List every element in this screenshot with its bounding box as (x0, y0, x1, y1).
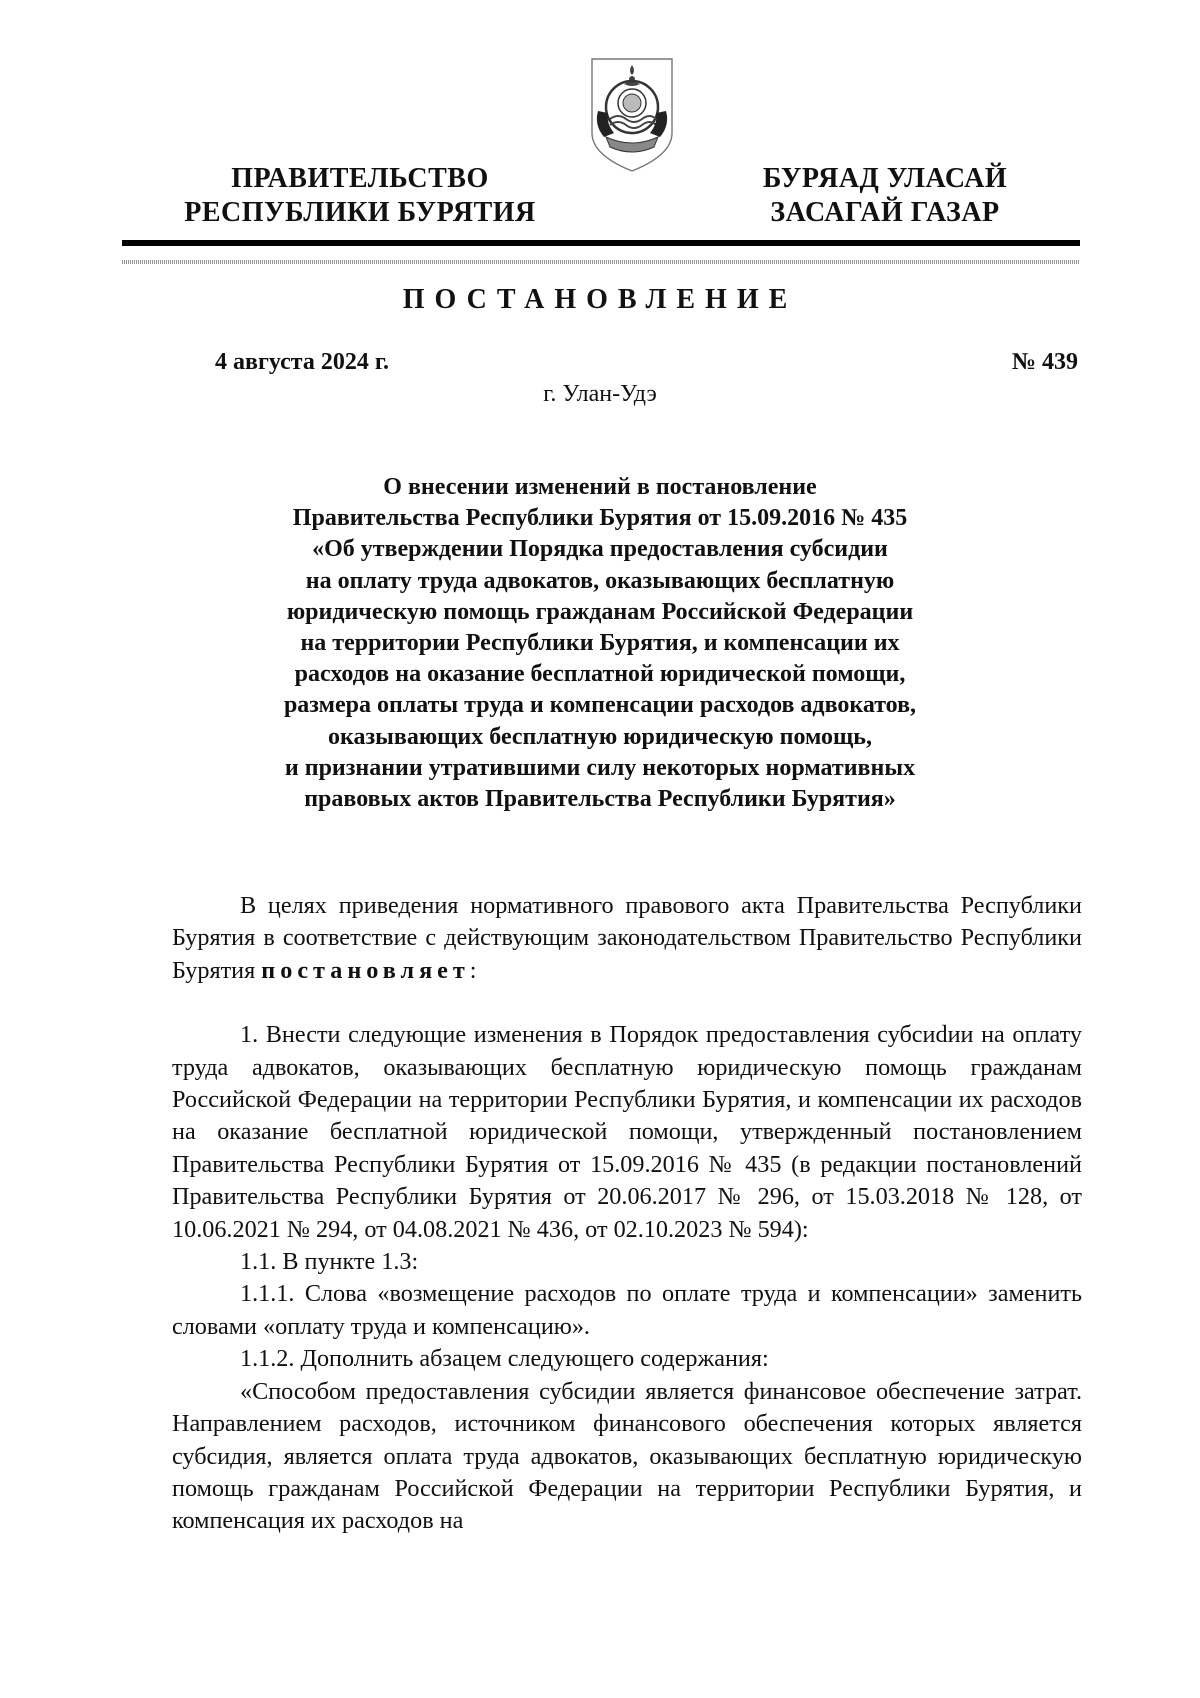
body-paragraph: «Способом предоставления субсидии является финансовое обеспечение затрат. Направлением расходов, источником финансового обеспечения которых является субсидия, является оплата труда адвокатов, оказывающих бесплатную юридическую помощь гражданам Российской Федерации на территории Республики Бурятия, и компенсация их расходов на (172, 1377, 1082, 1535)
body-paragraph: 1. Внести следующие изменения в Порядок предоставления субсиdии на оплату труда адвокатов, оказывающих бесплатную юридическую помощь гражданам Российской Федерации на территории Республики Бурятия, и компенсации их расходов на оказание бесплатной юридической помощи, утвержденный постановлением Правительства Республики Бурятия от 15.09.2016 № 435 (в редакции постановлений Правительства Республики Бурятия от 20.06.2017 № 296, от 15.03.2018 № 128, от 10.06.2021 № 294, от 04.08.2021 № 436, от 02.10.2023 № 594): (172, 1021, 1082, 1243)
body-paragraph: 1.1. В пункте 1.3: (240, 1248, 419, 1276)
document-date: 4 августа 2024 г. (215, 349, 390, 375)
title-line: на территории Республики Бурятия, и компенсации их (300, 630, 900, 657)
title-line: Правительства Республики Бурятия от 15.09.2016 № 435 (292, 505, 908, 532)
header-divider-thick (122, 240, 1080, 246)
title-line: на оплату труда адвокатов, оказывающих бесплатную (305, 567, 895, 594)
title-line: юридическую помощь гражданам Российской Федерации (286, 598, 914, 625)
body-paragraph: 1.1.1. Слова «возмещение расходов по оплате труда и компенсации» заменить словами «оплату труда и компенсацию». (172, 1280, 1082, 1340)
preamble-end: : (469, 956, 477, 984)
buryatia-coat-of-arms-icon (588, 55, 676, 175)
org-name-line: БУРЯАД УЛАСАЙ (762, 163, 1008, 194)
org-name-russian (170, 162, 550, 230)
org-name-buryat (735, 162, 1035, 230)
preamble-paragraph (172, 890, 1082, 987)
title-line: и признании утратившими силу некоторых нормативных (284, 754, 916, 781)
document-body (172, 890, 1082, 1538)
document-title (200, 472, 1000, 815)
document-city: г. Улан-Удэ (543, 381, 657, 407)
title-line: расходов на оказание бесплатной юридической помощи, (294, 661, 906, 688)
org-name-line: ПРАВИТЕЛЬСТВО (231, 163, 489, 194)
org-name-line: РЕСПУБЛИКИ БУРЯТИЯ (184, 197, 536, 228)
title-line: О внесении изменений в постановление (383, 474, 817, 500)
title-line: «Об утверждении Порядка предоставления субсидии (312, 536, 888, 563)
header-divider-thin (122, 260, 1080, 264)
title-line: правовых актов Правительства Республики Бурятия» (304, 786, 896, 813)
paragraph-gap (172, 987, 1082, 1019)
title-line: оказывающих бесплатную юридическую помощь, (328, 723, 872, 750)
document-type: ПОСТАНОВЛЕНИЕ (402, 284, 798, 315)
document-number: № 439 (1011, 349, 1078, 375)
body-paragraph: 1.1.2. Дополнить абзацем следующего содержания: (240, 1345, 769, 1373)
resolution-keyword: постановляет (261, 956, 470, 984)
preamble-text: В целях приведения нормативного правового акта Правительства Республики Бурятия в соответствие с действующим законодательством Правительство Республики Бурятия (172, 892, 1082, 984)
org-name-line: ЗАСАГАЙ ГАЗАР (770, 197, 1000, 228)
title-line: размера оплаты труда и компенсации расходов адвокатов, (283, 692, 917, 719)
